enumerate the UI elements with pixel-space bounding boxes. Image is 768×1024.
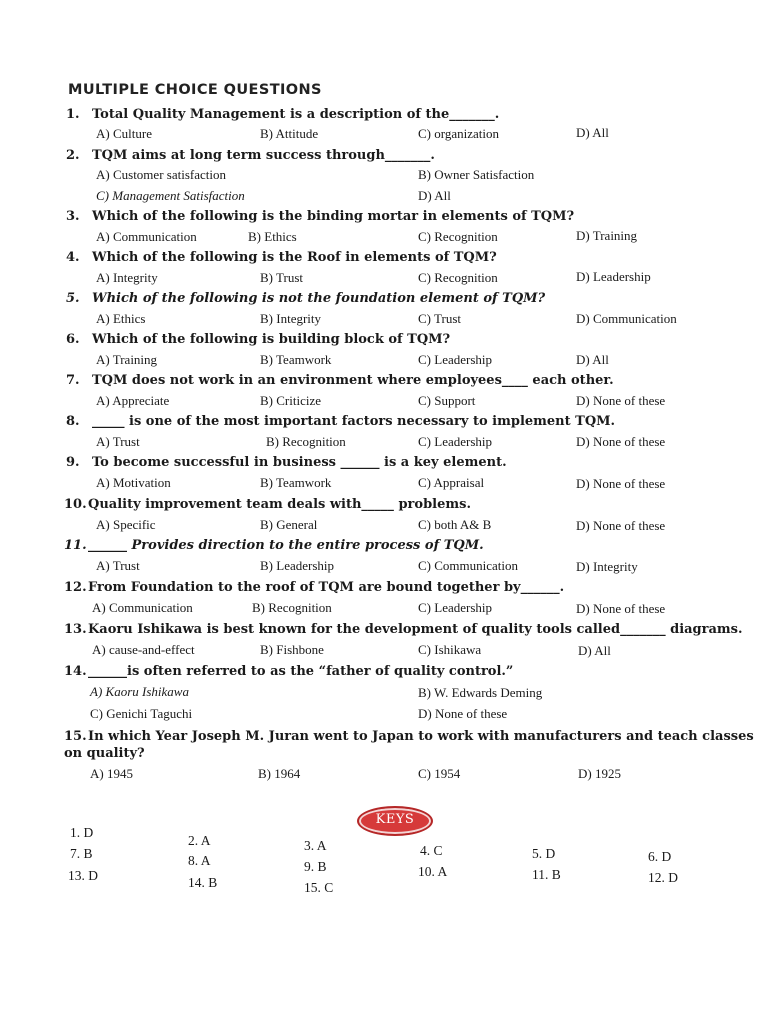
question-14 [64,663,744,680]
option-d: D) None of these [576,434,666,449]
option-c: C) Appraisal [418,475,485,490]
answer-key: 14. B [188,875,218,890]
option-a: A) Trust [96,558,140,573]
question-4 [66,249,746,266]
option-d: D) Communication [576,311,677,326]
option-d: D) None of these [576,393,666,408]
question-8 [66,413,746,430]
option-b: B) Owner Satisfaction [418,167,535,182]
answer-key: 5. D [532,846,556,861]
option-b: B) Attitude [260,126,319,141]
question-15 [64,728,754,762]
question-text: Total Quality Management is a description of the_______. [92,107,500,122]
answer-key: 10. A [418,864,448,879]
question-number: 11. [64,538,87,553]
question-number: 10. [64,497,87,512]
question-text: _____ is one of the most important factors necessary to implement TQM. [92,414,616,429]
option-d: D) All [576,125,609,140]
option-a: A) Customer satisfaction [96,167,226,182]
option-c: C) organization [418,126,499,141]
keys-badge [357,806,433,836]
question-text: Which of the following is the binding mortar in elements of TQM? [92,209,575,224]
page-title: MULTIPLE CHOICE QUESTIONS [68,82,322,98]
option-c: C) Leadership [418,600,493,615]
question-number: 6. [66,332,80,347]
question-9 [66,454,746,471]
question-text: ______is often referred to as the “father of quality control.” [88,664,514,679]
option-c: C) Support [418,393,476,408]
answer-key: 1. D [70,825,94,840]
option-b: B) Recognition [266,434,346,449]
answer-key: 9. B [304,859,327,874]
question-3 [66,208,746,225]
option-c: C) Recognition [418,270,498,285]
option-a: A) Trust [96,434,140,449]
question-text: Which of the following is not the foundation element of TQM? [92,291,546,306]
option-c: C) Genichi Taguchi [90,706,193,721]
option-b: B) Leadership [260,558,335,573]
option-d: D) None of these [576,476,666,491]
option-b: B) Integrity [260,311,322,326]
option-a: A) Appreciate [96,393,170,408]
option-c: C) Ishikawa [418,642,482,657]
answer-key: 3. A [304,838,327,853]
option-d: D) All [578,643,611,658]
question-13 [64,621,744,638]
question-11 [64,537,744,554]
answer-key: 13. D [68,868,98,883]
option-c: C) Trust [418,311,461,326]
question-number: 14. [64,664,87,679]
option-b: B) Ethics [248,229,297,244]
question-number: 7. [66,373,80,388]
answer-key: 8. A [188,853,211,868]
question-text: To become successful in business ______ is a key element. [92,455,507,470]
option-d: D) Integrity [576,559,638,574]
option-a: A) Training [96,352,158,367]
option-c: C) both A& B [418,517,492,532]
option-c: C) Leadership [418,434,493,449]
question-6 [66,331,746,348]
option-a: A) Communication [96,229,197,244]
option-d: D) None of these [576,601,666,616]
answer-key: 11. B [532,867,561,882]
option-b: B) Fishbone [260,642,324,657]
option-a: A) Ethics [96,311,146,326]
question-text: TQM does not work in an environment where employees____ each other. [92,373,614,388]
question-10 [64,496,744,513]
question-number: 1. [66,107,80,122]
option-b: B) Recognition [252,600,332,615]
option-c: C) Communication [418,558,519,573]
option-b: B) W. Edwards Deming [418,685,543,700]
option-a: A) Kaoru Ishikawa [90,684,189,699]
option-d: D) Training [576,228,638,243]
question-number: 5. [66,291,80,306]
question-text: Which of the following is the Roof in elements of TQM? [92,250,497,265]
question-number: 2. [66,148,80,163]
question-1 [66,106,746,123]
option-d: D) 1925 [578,766,621,781]
option-d: D) All [576,352,609,367]
option-b: B) Teamwork [260,352,332,367]
question-7 [66,372,746,389]
question-number: 9. [66,455,80,470]
question-text: TQM aims at long term success through_______. [92,148,435,163]
question-text: From Foundation to the roof of TQM are bound together by______. [88,580,565,595]
option-a: A) Motivation [96,475,171,490]
option-b: B) 1964 [258,766,301,781]
question-text: In which Year Joseph M. Juran went to Japan to work with manufacturers and teach classes on quality? [64,729,754,761]
option-c: C) Recognition [418,229,498,244]
option-d: D) All [418,188,451,203]
option-a: A) Integrity [96,270,158,285]
question-number: 15. [64,729,87,744]
question-2 [66,147,746,164]
option-a: A) Culture [96,126,152,141]
option-c: C) 1954 [418,766,461,781]
option-a: A) cause-and-effect [92,642,195,657]
option-a: A) Specific [96,517,156,532]
answer-key: 6. D [648,849,672,864]
answer-key: 2. A [188,833,211,848]
answer-key: 15. C [304,880,334,895]
option-a: A) Communication [92,600,193,615]
answer-key: 7. B [70,846,93,861]
question-text: ______ Provides direction to the entire process of TQM. [88,538,484,553]
option-d: D) Leadership [576,269,651,284]
question-number: 13. [64,622,87,637]
option-d: D) None of these [576,518,666,533]
option-b: B) Criticize [260,393,322,408]
option-b: B) Teamwork [260,475,332,490]
option-c: C) Leadership [418,352,493,367]
answer-key: 4. C [420,843,443,858]
option-d: D) None of these [418,706,508,721]
question-5 [66,290,746,307]
option-c: C) Management Satisfaction [96,188,245,203]
answer-key: 12. D [648,870,678,885]
question-text: Which of the following is building block of TQM? [92,332,451,347]
question-text: Quality improvement team deals with_____ problems. [88,497,471,512]
option-b: B) Trust [260,270,303,285]
question-number: 8. [66,414,80,429]
question-number: 3. [66,209,80,224]
question-text: Kaoru Ishikawa is best known for the development of quality tools called_______ diagrams. [88,622,743,637]
keys-title: KEYS [375,812,415,827]
question-number: 4. [66,250,80,265]
question-12 [64,579,744,596]
option-b: B) General [260,517,318,532]
question-number: 12. [64,580,87,595]
option-a: A) 1945 [90,766,133,781]
